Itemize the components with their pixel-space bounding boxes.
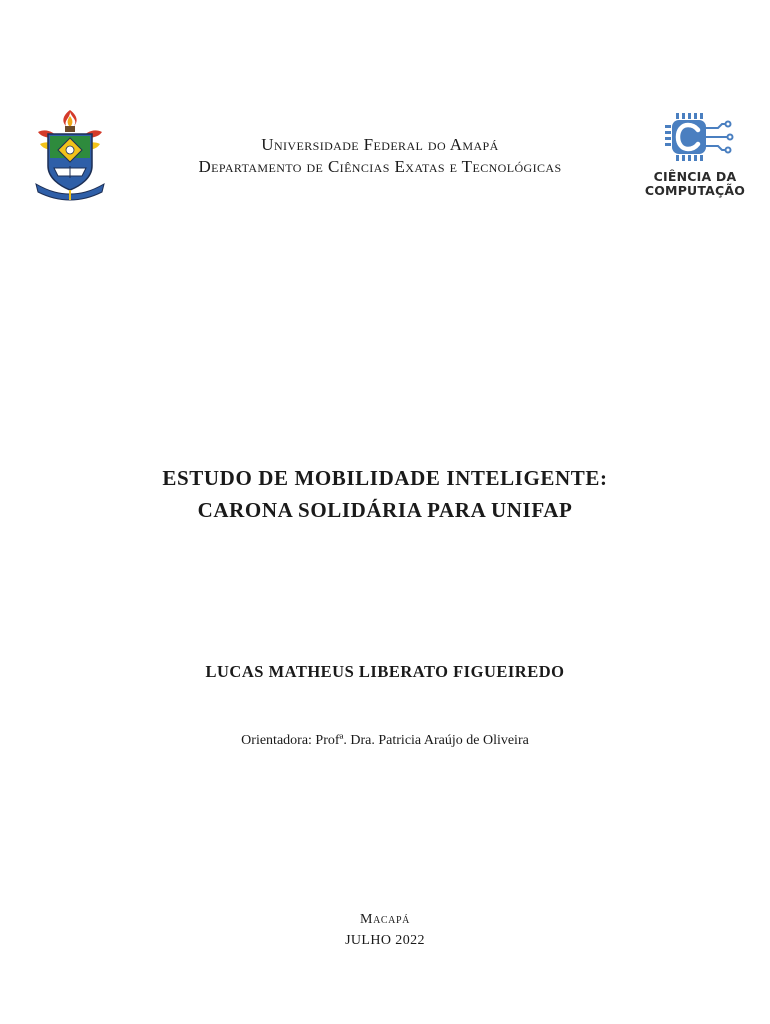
ciencia-da-computacao-logo-icon <box>640 110 750 202</box>
logo-caption-line1: CIÊNCIA DA <box>653 169 737 184</box>
header <box>120 0 640 176</box>
department-name: Departamento de Ciências Exatas e Tecnológicas <box>198 157 562 176</box>
city: Macapá <box>360 912 410 927</box>
date: JULHO 2022 <box>345 933 425 948</box>
logo-caption <box>640 170 750 198</box>
logo-caption-line2: COMPUTAÇÃO <box>644 183 746 198</box>
unifap-coat-of-arms-icon <box>32 108 108 202</box>
thesis-title-line2: CARONA SOLIDÁRIA PARA UNIFAP <box>197 498 573 522</box>
advisor-line: Orientadora: Profª. Dra. Patricia Araújo de Oliveira <box>241 733 529 748</box>
thesis-title-line1: ESTUDO DE MOBILIDADE INTELIGENTE: <box>162 466 608 490</box>
author-name: LUCAS MATHEUS LIBERATO FIGUEIREDO <box>205 662 565 681</box>
university-name: Universidade Federal do Amapá <box>261 135 499 154</box>
